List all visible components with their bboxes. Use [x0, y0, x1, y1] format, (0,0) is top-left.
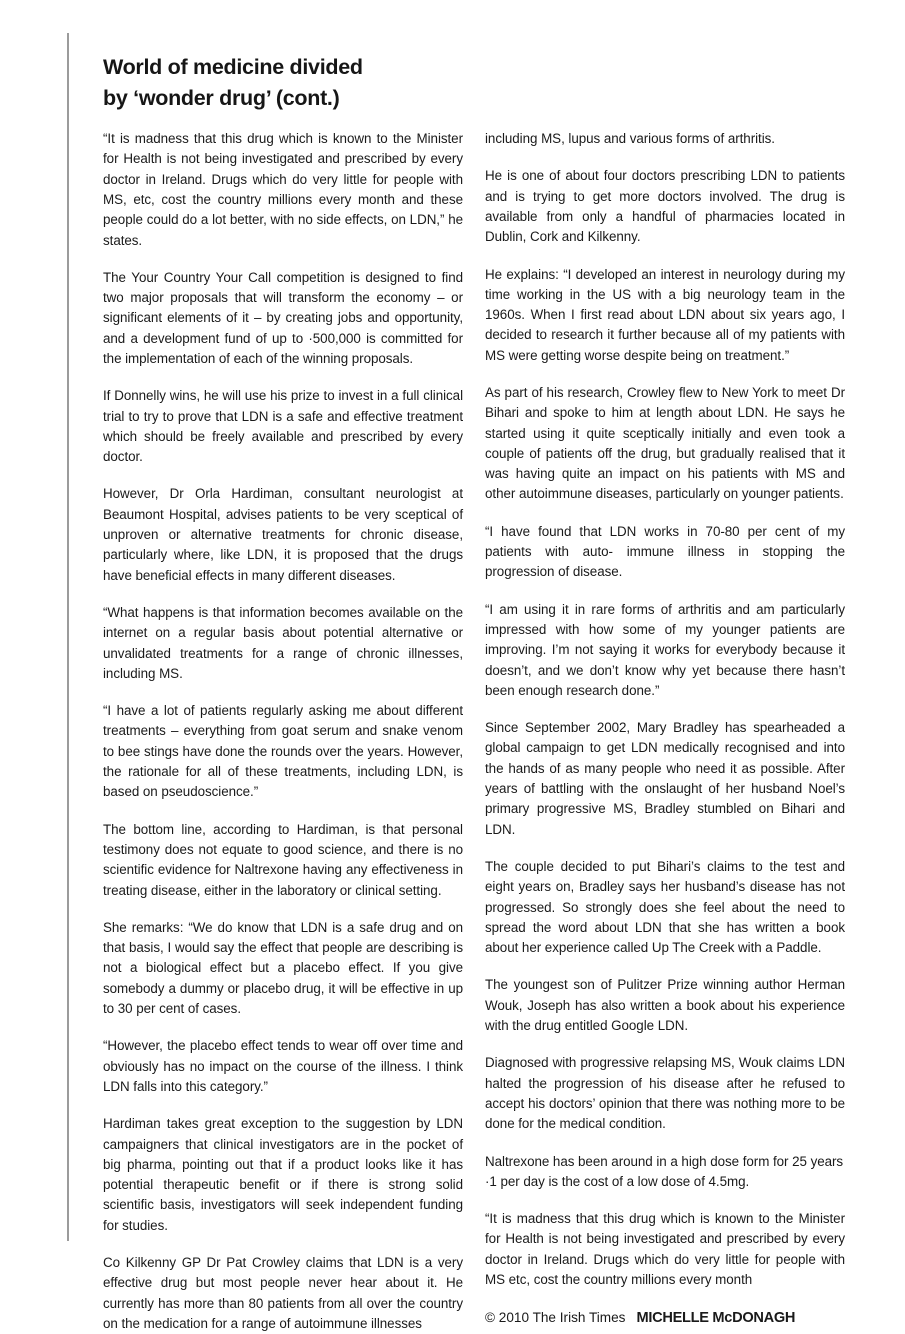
paragraph: “It is madness that this drug which is known to the Minister for Health is not being investigated and prescribed by every doctor in Ireland. Drugs which do very little for people with MS, etc, cost the country millions every month and these people could do a lot better, with no side effects, on LDN,” he states. [103, 131, 463, 248]
paragraph: If Donnelly wins, he will use his prize to invest in a full clinical trial to try to prove that LDN is a safe and effective treatment which should be freely available and prescribed by every doctor. [103, 388, 463, 465]
paragraph: “I am using it in rare forms of arthritis and am particularly impressed with how some of my younger patients are improving. I’m not saying it works for everybody because it doesn’t, and we don’t know why yet because there hasn’t been enough research done.” [485, 601, 845, 698]
headline-line-2: by ‘wonder drug’ (cont.) [103, 85, 340, 110]
sidebar-divider-rule [67, 33, 69, 1241]
running-head-label [23, 0, 49, 18]
paragraph: “I have found that LDN works in 70-80 per cent of my patients with auto- immune illness in stopping the progression of disease. [485, 523, 845, 580]
page-title [103, 52, 463, 113]
paragraph: However, Dr Orla Hardiman, consultant neurologist at Beaumont Hospital, advises patients to be very sceptical of unproven or alternative treatments for chronic disease, particularly where, like LDN, it is proposed that the drugs have beneficial effects in many different diseases. [103, 486, 463, 583]
author-name: MICHELLE McDONAGH [636, 1310, 796, 1327]
paragraph: The couple decided to put Bihari’s claims to the test and eight years on, Bradley says her husband’s disease has not progressed. So strongly does she feel about the need to spread the word about LDN that she has written a book about her experience called Up The Creek with a Paddle. [485, 858, 845, 956]
paragraph: As part of his research, Crowley flew to New York to meet Dr Bihari and spoke to him at length about LDN. He says he started using it quite sceptically initially and even took a couple of patients off the drug, but gradually realised that it was having quite an impact on his patients with MS and other autoimmune diseases, particularly on younger patients. [485, 385, 845, 502]
article-content [103, 52, 845, 1331]
paragraph: “It is madness that this drug which is known to the Minister for Health is not being investigated and prescribed by every doctor in Ireland. Drugs which do very little for people with MS etc, cost the country millions every month [485, 1211, 845, 1287]
paragraph: Hardiman takes great exception to the suggestion by LDN campaigners that clinical investigators are in the pocket of big pharma, pointing out that if a product looks like it has potential therapeutic benefit or if there is strong solid scientific basis, investigators will seek independent funding for studies. [103, 1116, 463, 1233]
copyright-notice: © 2010 The Irish Times [485, 1310, 626, 1326]
paragraph: “However, the placebo effect tends to wear off over time and obviously has no impact on the course of the illness. I think LDN falls into this category.” [103, 1038, 463, 1094]
paragraph: The Your Country Your Call competition is designed to find two major proposals that will transform the economy – or significant elements of it – by creating jobs and opportunity, and a development fund of up to ·500,000 is committed for the implementation of each of the winning proposals. [103, 269, 463, 366]
paragraph: The youngest son of Pulitzer Prize winning author Herman Wouk, Joseph has also written a book about his experience with the drug entitled Google LDN. [485, 977, 845, 1034]
paragraph: Co Kilkenny GP Dr Pat Crowley claims that LDN is a very effective drug but most people never hear about it. He currently has more than 80 patients from all over the country on the medication for a range of autoimmune illnesses [103, 1254, 463, 1331]
running-head-sidebar [0, 0, 70, 1280]
paragraph: “What happens is that information becomes available on the internet on a regular basis about potential alternative or unvalidated treatments for a range of chronic illnesses, including MS. [103, 604, 463, 681]
paragraph: He explains: “I developed an interest in neurology during my time working in the US with a big neurology team in the 1960s. When I first read about LDN about six years ago, I decided to research it further because all of my patients with MS were getting worse despite being on treatment.” [485, 266, 845, 363]
paragraph: including MS, lupus and various forms of arthritis. [485, 131, 775, 147]
byline [485, 1308, 845, 1328]
paragraph: “I have a lot of patients regularly asking me about different treatments – everything from goat serum and snake venom to bee stings have done the rounds over the years. However, the rationale for all of these treatments, including LDN, is based on pseudoscience.” [103, 703, 463, 800]
paragraph: The bottom line, according to Hardiman, is that personal testimony does not equate to good science, and there is no scientific evidence for Naltrexone having any effectiveness in treating disease, either in the laboratory or clinical setting. [103, 821, 463, 898]
headline-line-1: World of medicine divided [103, 55, 363, 79]
paragraph: Naltrexone has been around in a high dose form for 25 years ·1 per day is the cost of a low dose of 4.5mg. [485, 1153, 844, 1189]
running-head-text-wrap [0, 0, 64, 1240]
paragraph: She remarks: “We do know that LDN is a safe drug and on that basis, I would say the effect that people are describing is not a biological effect but a placebo effect. If you give somebody a dummy or placebo drug, it will be effective in up to 30 per cent of cases. [103, 919, 463, 1017]
column-right [485, 129, 845, 1329]
column-left [103, 129, 463, 1334]
paragraph: He is one of about four doctors prescribing LDN to patients and is trying to get more doctors involved. The drug is available from only a handful of pharmacies located in Dublin, Cork and Kilkenny. [485, 168, 845, 245]
paragraph: Since September 2002, Mary Bradley has spearheaded a global campaign to get LDN medically recognised and into the hands of as many people who need it as possible. After years of battling with the onslaught of her husband Noel’s primary progressive MS, Bradley stumbled on Bihari and LDN. [485, 720, 845, 837]
paragraph: Diagnosed with progressive relapsing MS, Wouk claims LDN halted the progression of his disease after he refused to accept his doctors’ opinion that there was nothing more to be done for the medical condition. [485, 1055, 845, 1132]
